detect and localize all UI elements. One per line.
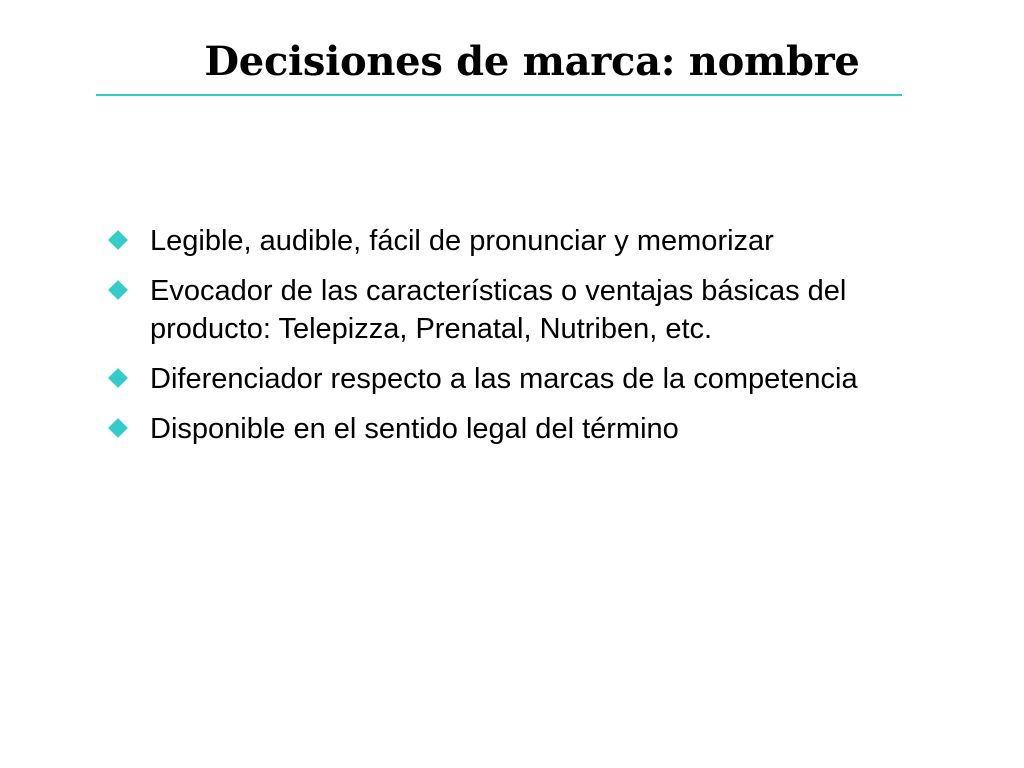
bullet-item xyxy=(110,272,940,348)
title-underline xyxy=(96,94,902,96)
bullet-text: Evocador de las características o ventajas básicas del producto: Telepizza, Prenatal, Nutriben, etc. xyxy=(150,275,847,345)
bullet-item xyxy=(110,410,940,448)
bullet-text: Legible, audible, fácil de pronunciar y memorizar xyxy=(150,225,774,257)
slide-title: Decisiones de marca: nombre xyxy=(204,38,860,85)
diamond-bullet-icon xyxy=(108,368,128,388)
bullet-list xyxy=(110,222,940,460)
bullet-item xyxy=(110,360,940,398)
bullet-item xyxy=(110,222,940,260)
diamond-bullet-icon xyxy=(108,418,128,438)
diamond-bullet-icon xyxy=(108,280,128,300)
diamond-bullet-icon xyxy=(108,230,128,250)
bullet-text: Disponible en el sentido legal del término xyxy=(150,413,679,445)
bullet-text: Diferenciador respecto a las marcas de la competencia xyxy=(150,363,858,395)
